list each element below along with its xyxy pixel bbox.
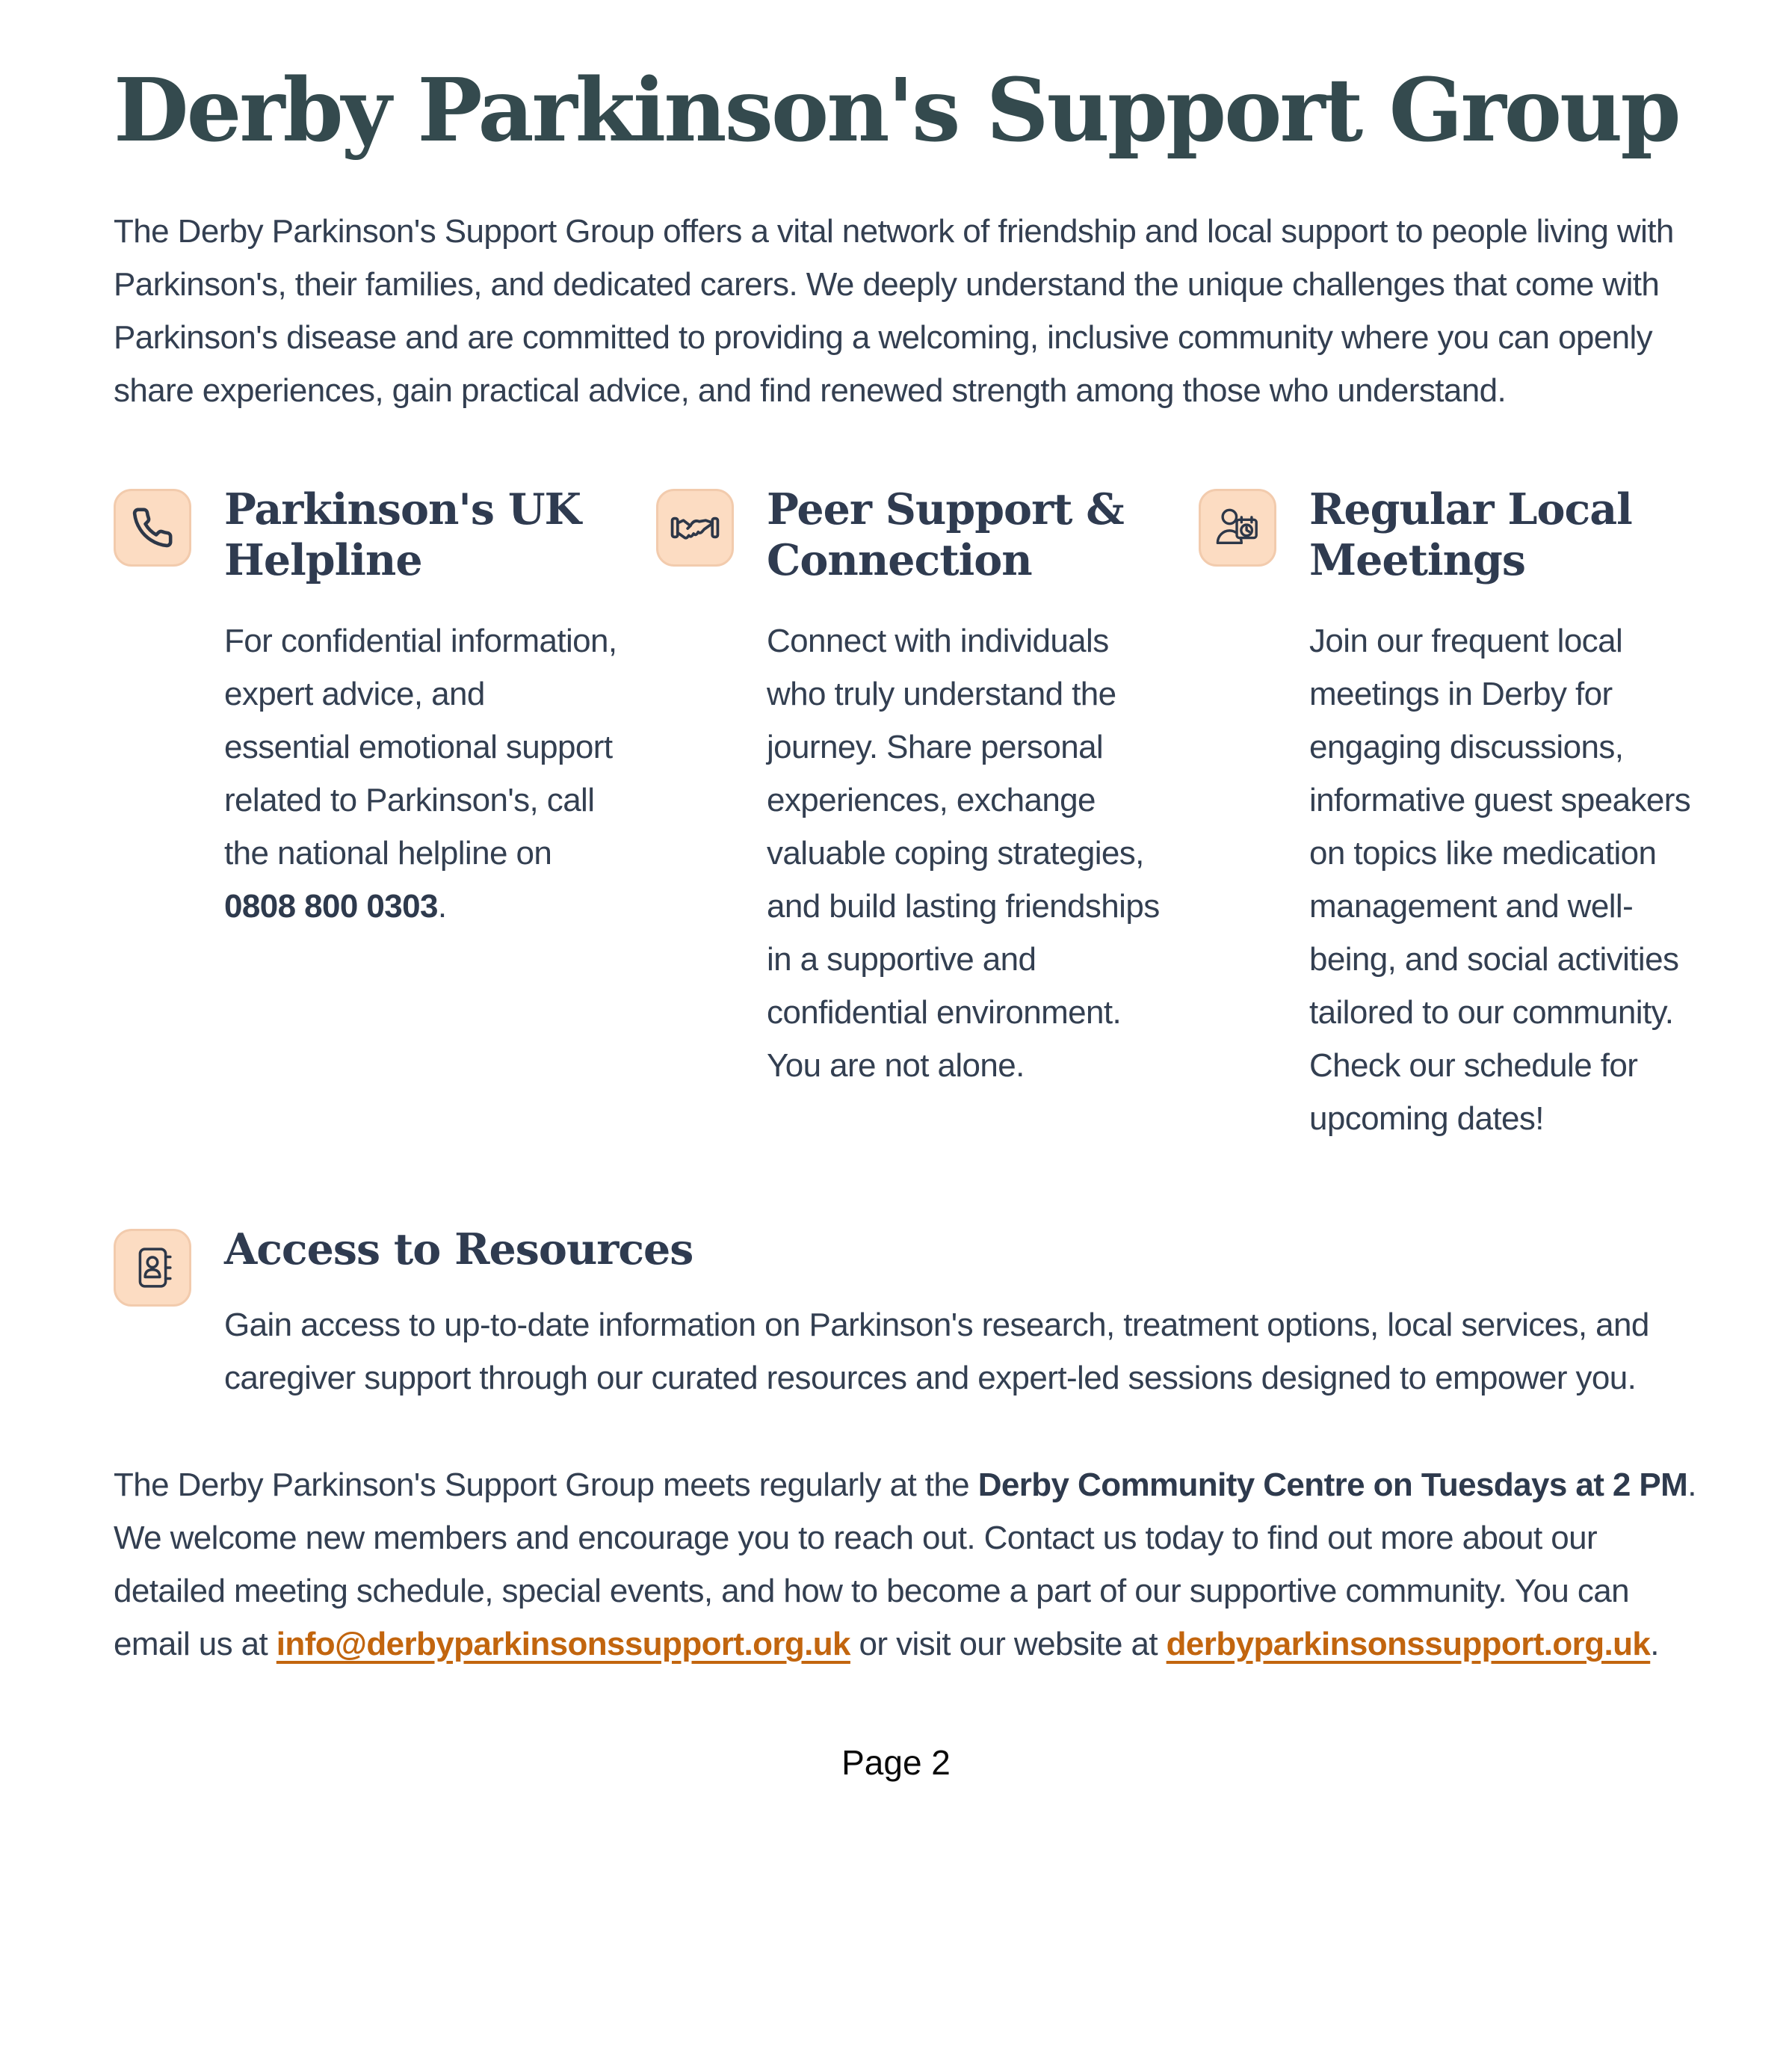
email-link[interactable]: info@derbyparkinsonssupport.org.uk [276, 1625, 850, 1662]
feature-body-text: For confidential information, expert advice, and essential emotional support related to Parkinson's, call the national helpline on [224, 623, 617, 872]
feature-title: Parkinson's UK Helpline [224, 484, 581, 585]
feature-content [224, 484, 619, 934]
feature-peer-support [656, 484, 1161, 1146]
page-number: Page 2 [841, 1742, 951, 1782]
feature-title: Peer Support & Connection [767, 484, 1124, 585]
meeting-place-bold: Derby Community Centre on Tuesdays at 2 PM [977, 1466, 1688, 1503]
phone-icon [114, 489, 191, 567]
closing-text: . [1650, 1625, 1659, 1662]
feature-meetings [1199, 484, 1704, 1146]
helpline-number: 0808 800 0303 [224, 888, 438, 925]
person-calendar-icon [1199, 489, 1276, 567]
closing-text: or visit our website at [850, 1625, 1167, 1662]
closing-paragraph [114, 1458, 1704, 1671]
resources-content [224, 1224, 1704, 1404]
closing-text: . We welcome new members and encourage you to reach out. Contact us today to find out more about our detailed meeting schedule, special events, and how to become a part of our supportive community. You can email us at [114, 1466, 1696, 1662]
intro-paragraph: The Derby Parkinson's Support Group offers a vital network of friendship and local support to people living with Parkinson's, their families, and dedicated carers. We deeply understand the unique challenges that come with Parkinson's disease and are committed to providing a welcoming, inclusive community where you can openly share experiences, gain practical advice, and find renewed strength among those who understand. [114, 212, 1674, 409]
feature-title: Regular Local Meetings [1309, 484, 1632, 585]
resources-section [114, 1224, 1704, 1404]
closing-text: The Derby Parkinson's Support Group meets regularly at the [114, 1466, 978, 1503]
feature-content [1309, 484, 1704, 1146]
website-link[interactable]: derbyparkinsonssupport.org.uk [1166, 1625, 1651, 1662]
page-title: Derby Parkinson's Support Group [114, 60, 1679, 161]
handshake-icon [656, 489, 734, 567]
feature-body [224, 614, 619, 933]
feature-body: Join our frequent local meetings in Derby for engaging discussions, informative guest speakers on topics like medication management and well-being, and social activities tailored to our community. Check our schedule for upcoming dates! [1309, 623, 1691, 1138]
feature-body-text: . [437, 888, 447, 925]
contact-book-icon [114, 1229, 191, 1307]
feature-columns [114, 484, 1704, 1146]
feature-content [767, 484, 1161, 1093]
resources-body: Gain access to up-to-date information on Parkinson's research, treatment options, local services, and caregiver support through our curated resources and expert-led sessions designed to empower you. [224, 1306, 1649, 1396]
feature-helpline [114, 484, 619, 1146]
feature-body: Connect with individuals who truly understand the journey. Share personal experiences, exchange valuable coping strategies, and build lasting friendships in a supportive and confidential environment. You are not alone. [767, 623, 1160, 1085]
resources-title: Access to Resources [224, 1224, 693, 1275]
